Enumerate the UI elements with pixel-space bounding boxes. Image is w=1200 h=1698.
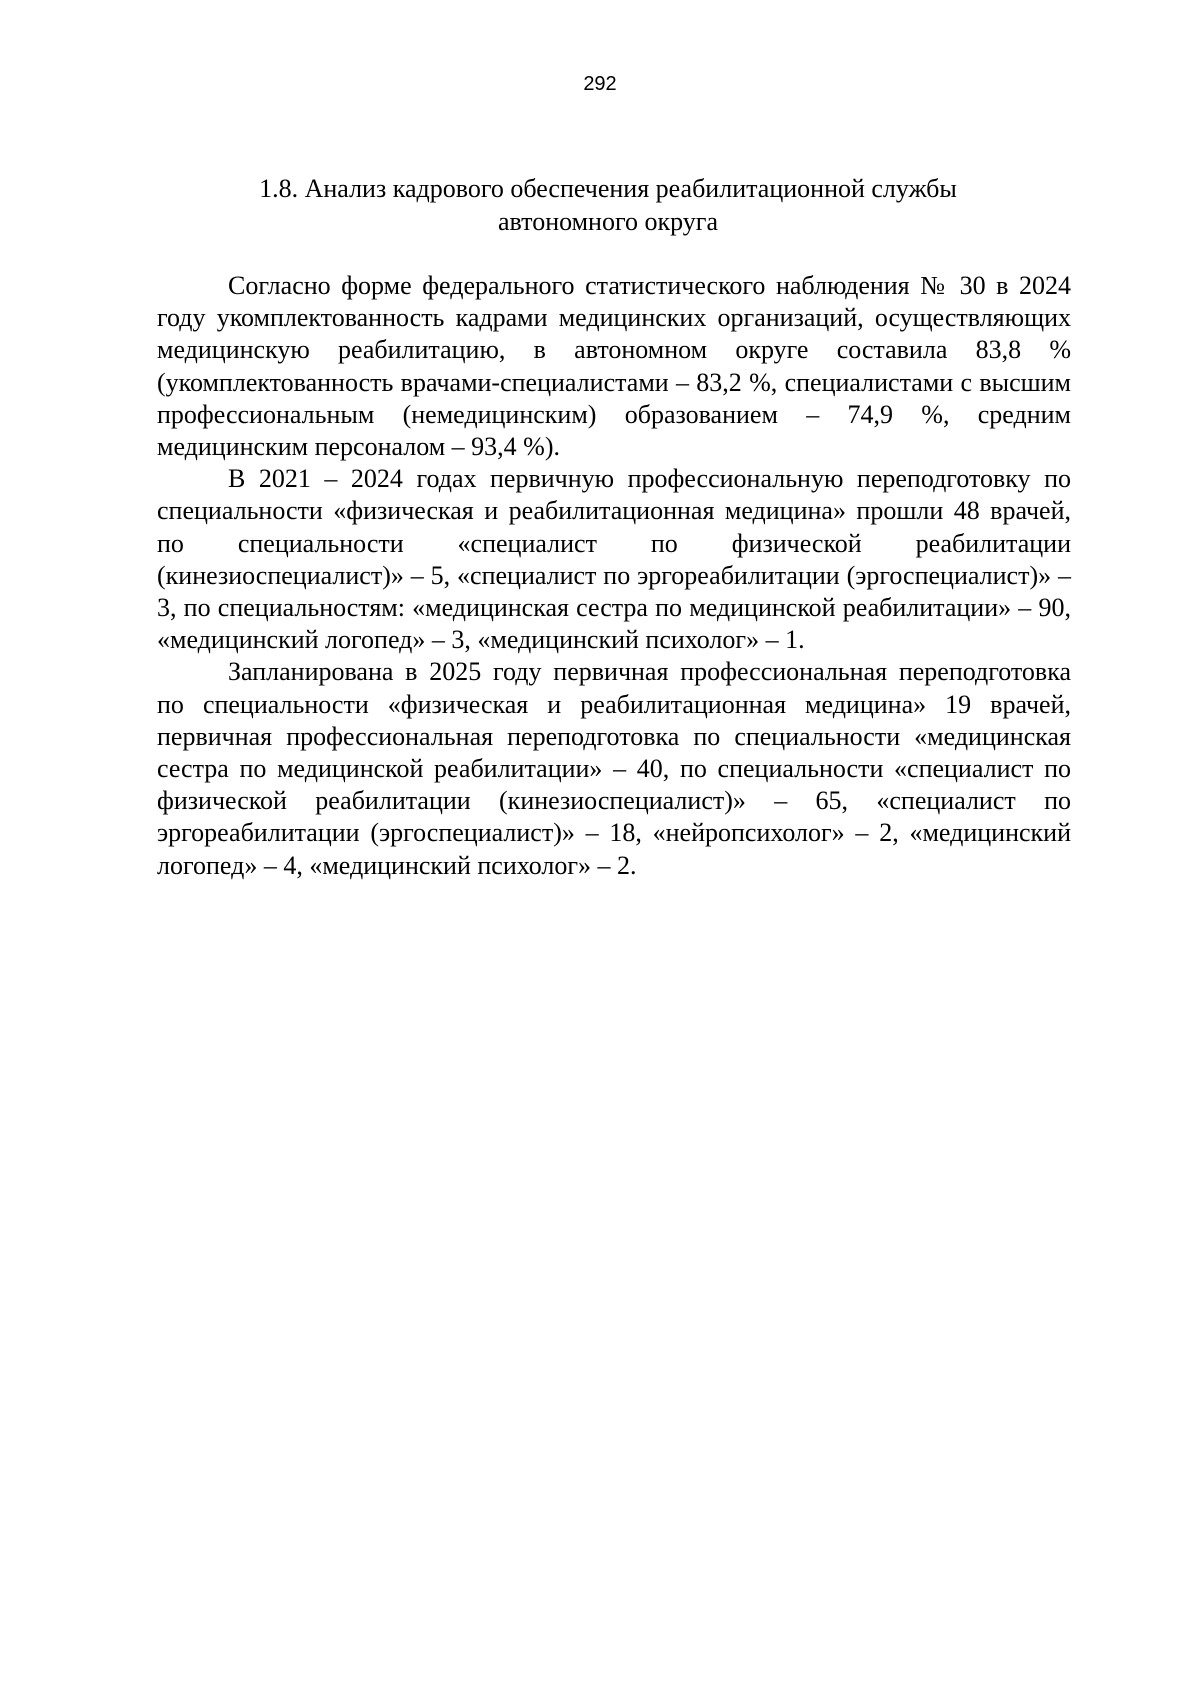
paragraph-staffing-level: Согласно форме федерального статистического наблюдения № 30 в 2024 году укомплектованность кадрами медицинских организаций, осуществляющих медицинскую реабилитацию, в автономном округе составила 83,8 % (укомплектованность врачами-специалистами – 83,2 %, специалистами с высшим профессиональным (немедицинским) образованием – 74,9 %, средним медицинским персоналом – 93,4 %). [157, 271, 1071, 462]
section-title-line-1: 1.8. Анализ кадрового обеспечения реабилитационной службы [259, 174, 957, 203]
paragraph-retraining-2021-2024: В 2021 – 2024 годах первичную профессиональную переподготовку по специальности «физическая и реабилитационная медицина» прошли 48 врачей, по специальности «специалист по физической реабилитации (кинезиоспециалист)» – 5, «специалист по эргореабилитации (эргоспециалист)» – 3, по специальностям: «медицинская сестра по медицинской реабилитации» – 90, «медицинский логопед» – 3, «медицинский психолог» – 1. [157, 464, 1071, 655]
section-title-line-2: автономного округа [498, 207, 718, 236]
section-title [218, 172, 998, 238]
body-text [157, 270, 1071, 882]
paragraph-retraining-plan-2025: Запланирована в 2025 году первичная профессиональная переподготовка по специальности «физическая и реабилитационная медицина» 19 врачей, первичная профессиональная переподготовка по специальности «медицинская сестра по медицинской реабилитации» – 40, по специальности «специалист по физической реабилитации (кинезиоспециалист)» – 65, «специалист по эргореабилитации (эргоспециалист)» – 18, «нейропсихолог» – 2, «медицинский логопед» – 4, «медицинский психолог» – 2. [157, 657, 1071, 880]
page-number: 292 [583, 73, 617, 95]
